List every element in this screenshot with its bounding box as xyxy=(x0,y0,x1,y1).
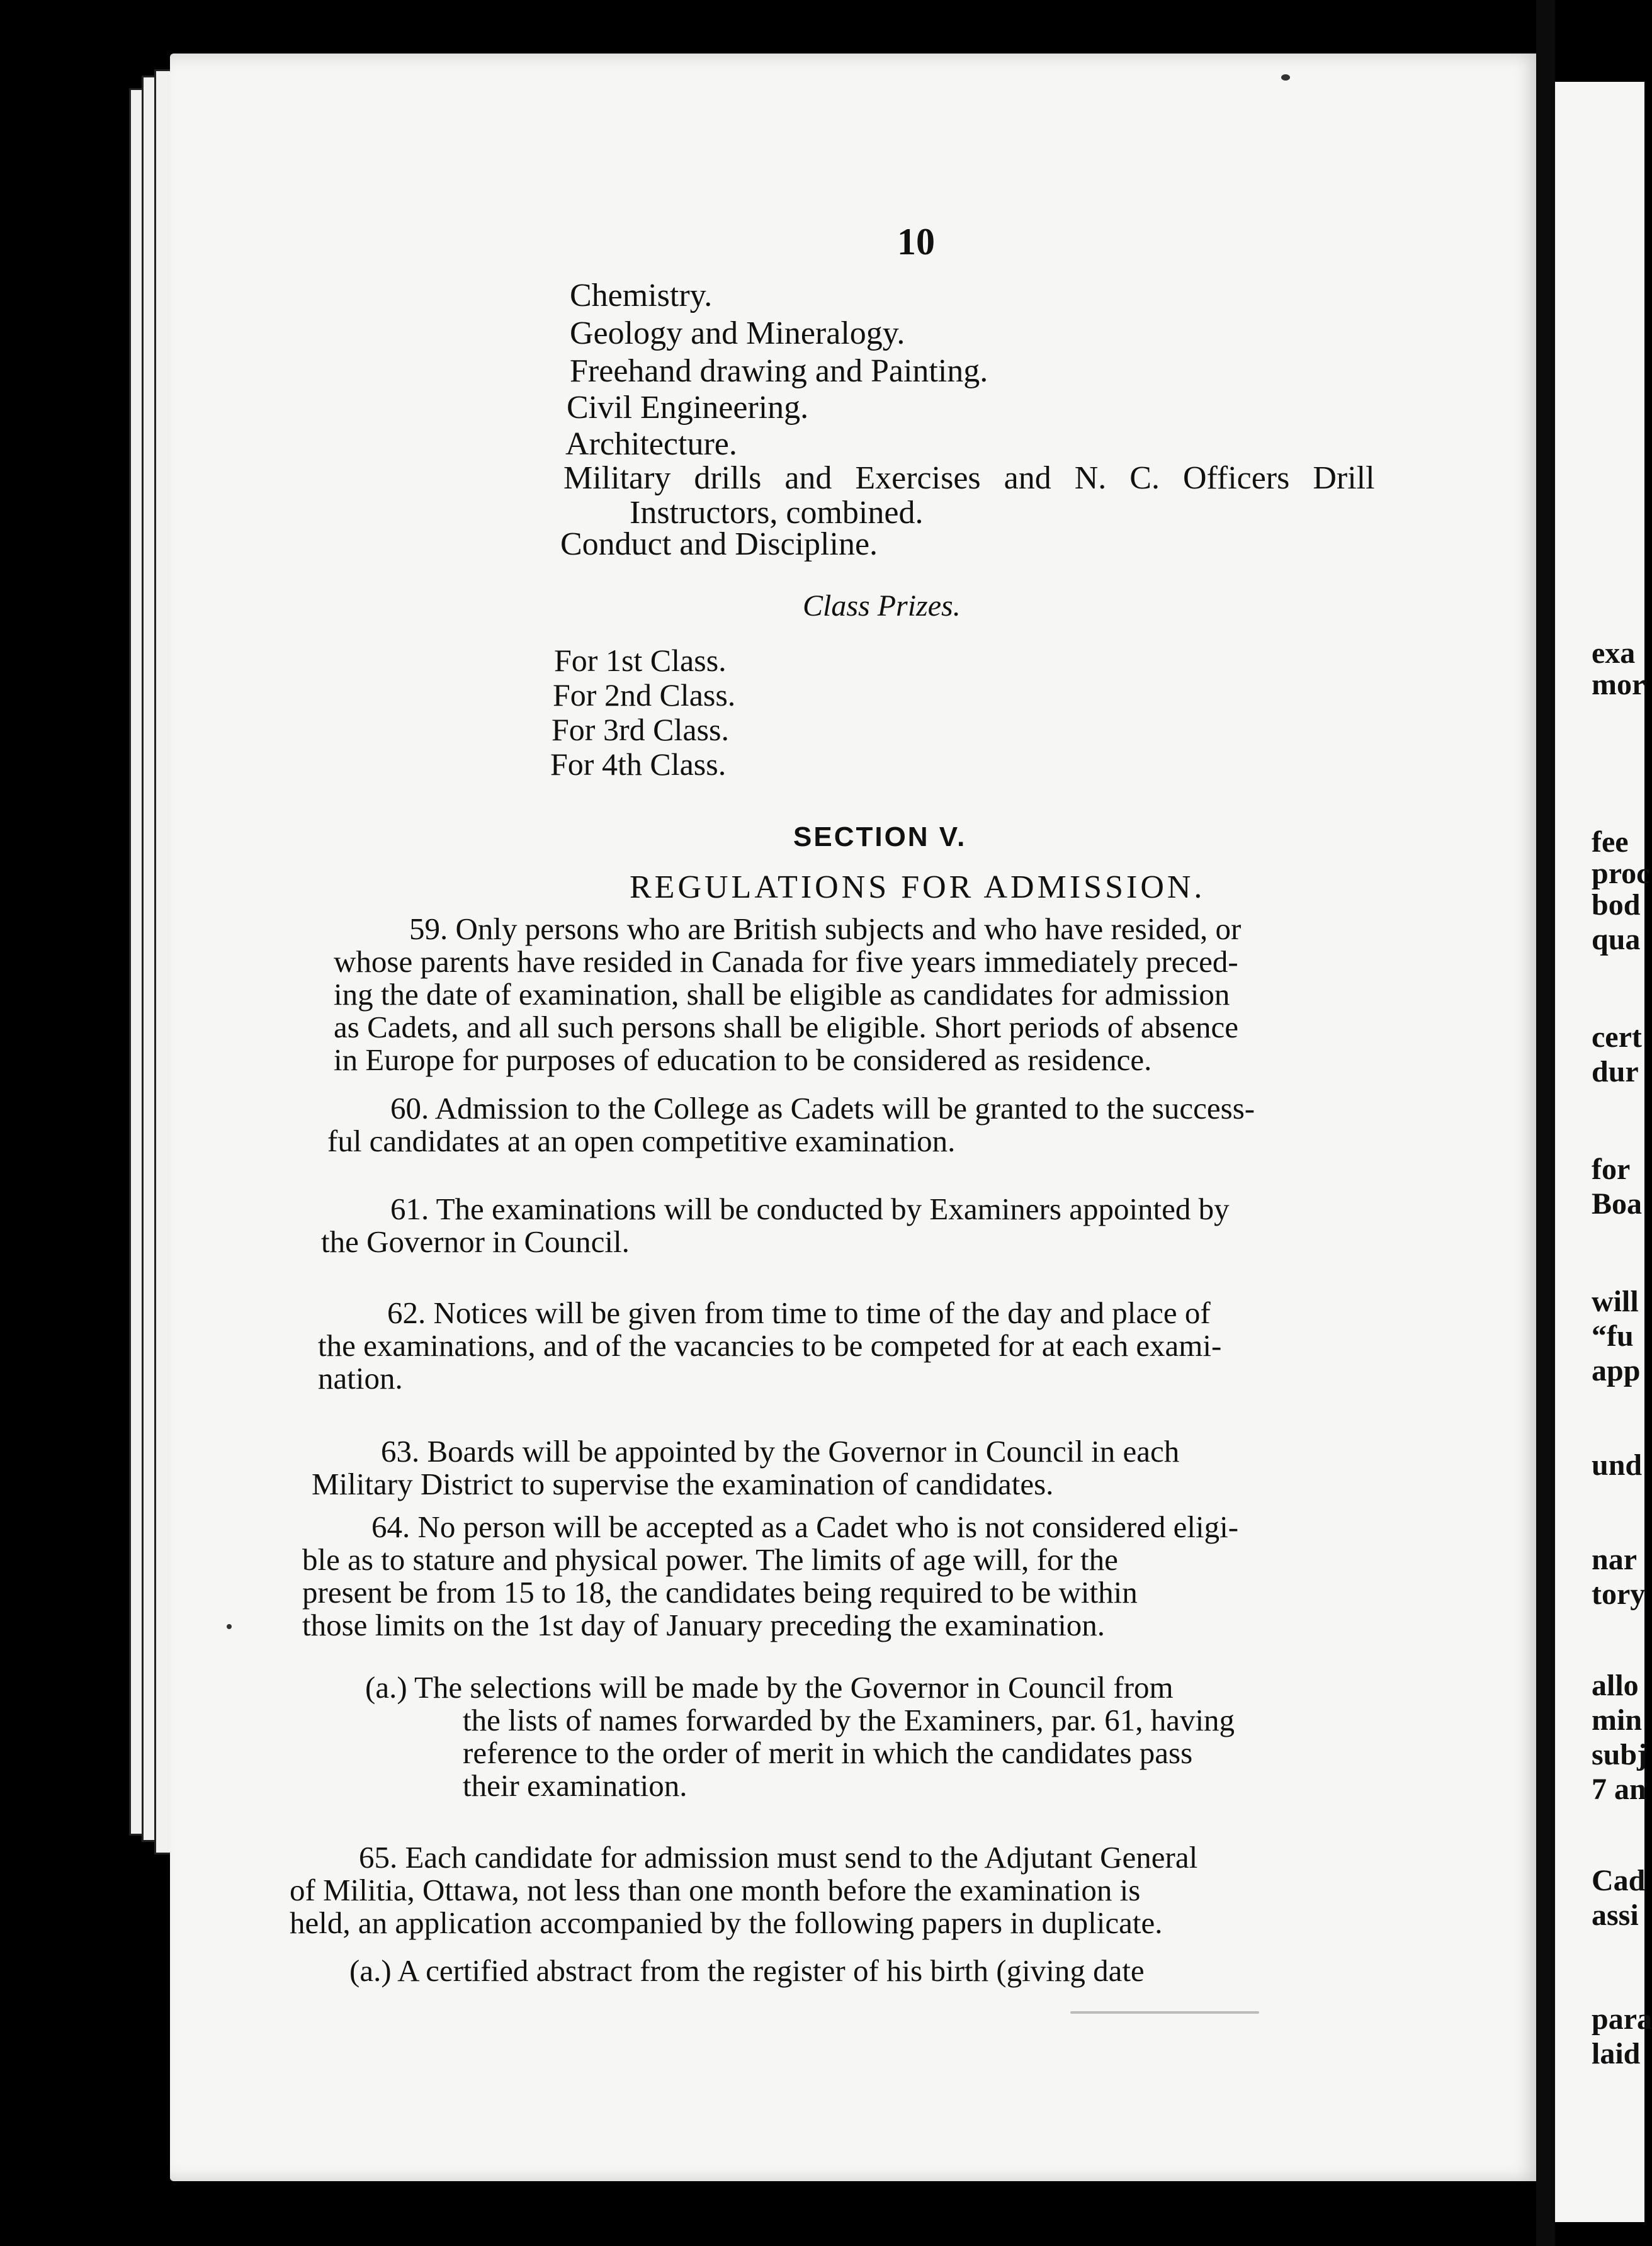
paragraph xyxy=(312,1435,1401,1501)
paragraph xyxy=(321,1193,1410,1258)
paragraph xyxy=(302,1511,1391,1642)
right-page-fragment: fee xyxy=(1592,825,1629,859)
paragraph-line: reference to the order of merit in which the candidates pass xyxy=(463,1735,1193,1770)
section-title: REGULATIONS FOR ADMISSION. xyxy=(630,869,1206,905)
paragraph-line: 65. Each candidate for admission must send to the Adjutant General xyxy=(359,1840,1198,1875)
right-page-fragment: para xyxy=(1592,2002,1652,2036)
paragraph-line: the examinations, and of the vacancies to be competed for at each exami- xyxy=(318,1328,1222,1363)
right-page-fragment: Boa xyxy=(1592,1187,1643,1221)
scan-speck xyxy=(227,1624,232,1629)
paragraph-line: Military District to supervise the examination of candidates. xyxy=(312,1467,1054,1501)
right-page-fragment: app xyxy=(1592,1354,1641,1387)
subject-item: Architecture. xyxy=(565,426,737,462)
paragraph-line: (a.) A certified abstract from the register of his birth (giving date xyxy=(349,1953,1145,1988)
right-page-fragment: proc xyxy=(1592,857,1650,890)
paragraph-line: nation. xyxy=(318,1361,403,1396)
right-page-fragment: min xyxy=(1592,1703,1643,1737)
class-prize-item: For 3rd Class. xyxy=(552,712,729,747)
paragraph-line: 62. Notices will be given from time to time of the day and place of xyxy=(387,1295,1211,1330)
right-page-fragment: exa xyxy=(1592,636,1636,670)
right-page-fragment: 7 an xyxy=(1592,1773,1646,1806)
paragraph-line: those limits on the 1st day of January preceding the examination. xyxy=(302,1608,1106,1642)
paragraph-line: ful candidates at an open competitive examination. xyxy=(327,1124,956,1158)
paragraph-line: 60. Admission to the College as Cadets will be granted to the success- xyxy=(390,1091,1255,1126)
scan-speck xyxy=(1281,74,1290,81)
subject-item: Civil Engineering. xyxy=(567,390,809,426)
class-prize-item: For 2nd Class. xyxy=(553,677,736,713)
paragraph-line: held, an application accompanied by the following papers in duplicate. xyxy=(290,1905,1163,1940)
paragraph-line: 63. Boards will be appointed by the Governor in Council in each xyxy=(381,1434,1180,1469)
paragraph-line: present be from 15 to 18, the candidates being required to be within xyxy=(302,1575,1138,1610)
class-prizes-heading: Class Prizes. xyxy=(803,589,961,623)
paragraph-line: the lists of names forwarded by the Examiners, par. 61, having xyxy=(463,1703,1235,1737)
section-label: SECTION V. xyxy=(793,821,967,852)
paragraph-line: 61. The examinations will be conducted by Examiners appointed by xyxy=(390,1192,1230,1226)
paragraph-line: their examination. xyxy=(463,1768,687,1803)
paragraph xyxy=(349,1955,1382,1987)
right-page-fragment: und xyxy=(1592,1448,1643,1482)
paragraph-line: whose parents have resided in Canada for five years immediately preced- xyxy=(334,944,1238,979)
page-number: 10 xyxy=(897,221,935,262)
paragraph-line: as Cadets, and all such persons shall be eligible. Short periods of absence xyxy=(334,1010,1238,1044)
class-prize-item: For 1st Class. xyxy=(554,643,727,678)
right-page-fragment: assi xyxy=(1592,1899,1639,1932)
right-page-fragment: bod xyxy=(1592,888,1641,922)
subject-item: Military drills and Exercises and N. C. Officers Drill xyxy=(563,460,1375,496)
right-page-fragment: tory xyxy=(1592,1577,1646,1611)
paragraph xyxy=(334,913,1423,1076)
book-page-right xyxy=(1555,82,1652,2222)
right-page-fragment: Cad xyxy=(1592,1864,1646,1897)
paragraph-line: ble as to stature and physical power. The limits of age will, for the xyxy=(302,1542,1118,1577)
paragraph xyxy=(290,1841,1372,1939)
subject-item: Freehand drawing and Painting. xyxy=(570,353,988,389)
right-page-fragment: dur xyxy=(1592,1055,1639,1088)
subject-item: Geology and Mineralogy. xyxy=(570,315,905,351)
paragraph xyxy=(327,1092,1417,1158)
right-page-fragment: will xyxy=(1592,1285,1639,1318)
paragraph-line: ing the date of examination, shall be eligible as candidates for admission xyxy=(334,977,1230,1012)
right-page-fragment: cert xyxy=(1592,1020,1642,1054)
right-page-fragment: qua xyxy=(1592,923,1641,956)
book-gutter xyxy=(1536,0,1555,2246)
paragraph-line: the Governor in Council. xyxy=(321,1224,630,1259)
right-page-fragment: mor xyxy=(1592,668,1646,701)
right-page-fragment: for xyxy=(1592,1153,1631,1186)
paragraph xyxy=(365,1671,1379,1802)
paragraph-line: 59. Only persons who are British subjects and who have resided, or xyxy=(409,911,1242,946)
paragraph-line: in Europe for purposes of education to be considered as residence. xyxy=(334,1042,1152,1077)
subject-item: Chemistry. xyxy=(570,278,713,313)
paragraph xyxy=(318,1297,1407,1395)
paragraph-line: 64. No person will be accepted as a Cadet who is not considered eligi- xyxy=(371,1510,1239,1544)
right-page-fragment: laid xyxy=(1592,2037,1641,2070)
paragraph-line: of Militia, Ottawa, not less than one month before the examination is xyxy=(290,1873,1141,1907)
right-page-fragment: subj xyxy=(1592,1738,1648,1771)
subject-item: Conduct and Discipline. xyxy=(560,526,878,562)
subject-item: Instructors, combined. xyxy=(630,495,924,531)
scan-speck xyxy=(1070,2011,1259,2014)
class-prize-item: For 4th Class. xyxy=(550,747,727,782)
paragraph-line: (a.) The selections will be made by the Governor in Council from xyxy=(365,1670,1174,1705)
right-page-fragment: nar xyxy=(1592,1543,1637,1576)
right-page-fragment: “fu xyxy=(1592,1319,1634,1353)
right-page-fragment: allo xyxy=(1592,1669,1639,1702)
